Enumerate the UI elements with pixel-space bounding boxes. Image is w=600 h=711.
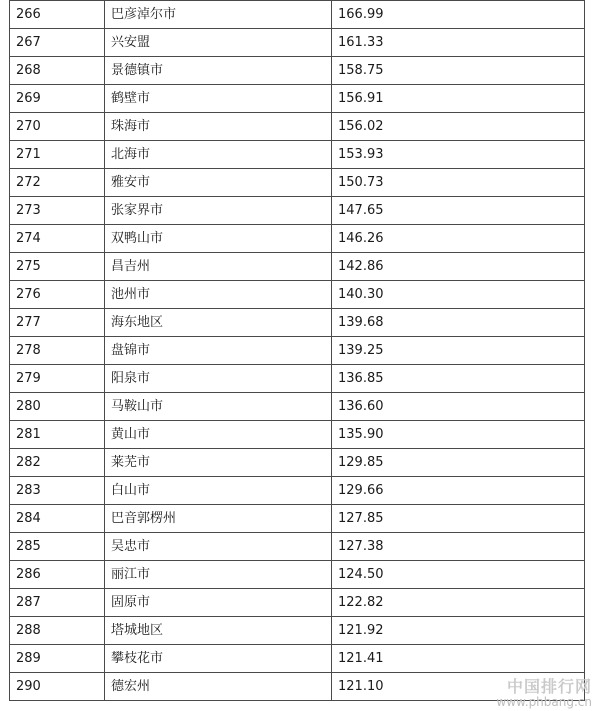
city-cell: 丽江市 bbox=[105, 561, 332, 589]
table-row bbox=[10, 197, 585, 225]
table-row bbox=[10, 281, 585, 309]
table-row bbox=[10, 421, 585, 449]
city-cell: 塔城地区 bbox=[105, 617, 332, 645]
city-cell: 海东地区 bbox=[105, 309, 332, 337]
city-cell: 白山市 bbox=[105, 477, 332, 505]
city-cell: 阳泉市 bbox=[105, 365, 332, 393]
value-cell: 139.25 bbox=[332, 337, 585, 365]
table-row bbox=[10, 589, 585, 617]
city-cell: 池州市 bbox=[105, 281, 332, 309]
table-row bbox=[10, 253, 585, 281]
city-cell: 吴忠市 bbox=[105, 533, 332, 561]
value-cell: 127.38 bbox=[332, 533, 585, 561]
city-cell: 昌吉州 bbox=[105, 253, 332, 281]
city-cell: 巴音郭楞州 bbox=[105, 505, 332, 533]
table-row bbox=[10, 477, 585, 505]
ranking-table bbox=[9, 0, 585, 701]
value-cell: 129.85 bbox=[332, 449, 585, 477]
value-cell: 161.33 bbox=[332, 29, 585, 57]
value-cell: 156.02 bbox=[332, 113, 585, 141]
rank-cell: 276 bbox=[10, 281, 105, 309]
city-cell: 兴安盟 bbox=[105, 29, 332, 57]
table-row bbox=[10, 505, 585, 533]
watermark-url: www.phbang.cn bbox=[496, 695, 592, 709]
rank-cell: 286 bbox=[10, 561, 105, 589]
rank-cell: 285 bbox=[10, 533, 105, 561]
rank-cell: 281 bbox=[10, 421, 105, 449]
city-cell: 巴彦淖尔市 bbox=[105, 1, 332, 29]
table-row bbox=[10, 113, 585, 141]
city-cell: 鹤壁市 bbox=[105, 85, 332, 113]
city-cell: 雅安市 bbox=[105, 169, 332, 197]
value-cell: 156.91 bbox=[332, 85, 585, 113]
table-row bbox=[10, 617, 585, 645]
value-cell: 121.41 bbox=[332, 645, 585, 673]
rank-cell: 287 bbox=[10, 589, 105, 617]
table-row bbox=[10, 533, 585, 561]
rank-cell: 278 bbox=[10, 337, 105, 365]
value-cell: 129.66 bbox=[332, 477, 585, 505]
table-row bbox=[10, 645, 585, 673]
rank-cell: 277 bbox=[10, 309, 105, 337]
city-cell: 固原市 bbox=[105, 589, 332, 617]
table-row bbox=[10, 85, 585, 113]
rank-cell: 283 bbox=[10, 477, 105, 505]
table-row bbox=[10, 225, 585, 253]
ranking-table-body bbox=[10, 1, 585, 701]
value-cell: 153.93 bbox=[332, 141, 585, 169]
value-cell: 122.82 bbox=[332, 589, 585, 617]
rank-cell: 282 bbox=[10, 449, 105, 477]
city-cell: 盘锦市 bbox=[105, 337, 332, 365]
rank-cell: 272 bbox=[10, 169, 105, 197]
value-cell: 140.30 bbox=[332, 281, 585, 309]
city-cell: 景德镇市 bbox=[105, 57, 332, 85]
rank-cell: 280 bbox=[10, 393, 105, 421]
rank-cell: 279 bbox=[10, 365, 105, 393]
value-cell: 146.26 bbox=[332, 225, 585, 253]
rank-cell: 268 bbox=[10, 57, 105, 85]
table-row bbox=[10, 449, 585, 477]
city-cell: 张家界市 bbox=[105, 197, 332, 225]
city-cell: 黄山市 bbox=[105, 421, 332, 449]
city-cell: 双鸭山市 bbox=[105, 225, 332, 253]
table-row bbox=[10, 169, 585, 197]
city-cell: 马鞍山市 bbox=[105, 393, 332, 421]
table-row bbox=[10, 1, 585, 29]
rank-cell: 270 bbox=[10, 113, 105, 141]
rank-cell: 269 bbox=[10, 85, 105, 113]
value-cell: 166.99 bbox=[332, 1, 585, 29]
table-row bbox=[10, 29, 585, 57]
value-cell: 150.73 bbox=[332, 169, 585, 197]
value-cell: 121.92 bbox=[332, 617, 585, 645]
value-cell: 147.65 bbox=[332, 197, 585, 225]
watermark-brand: 中国排行网 bbox=[506, 677, 592, 696]
rank-cell: 289 bbox=[10, 645, 105, 673]
rank-cell: 266 bbox=[10, 1, 105, 29]
table-row bbox=[10, 57, 585, 85]
value-cell: 127.85 bbox=[332, 505, 585, 533]
rank-cell: 275 bbox=[10, 253, 105, 281]
city-cell: 攀枝花市 bbox=[105, 645, 332, 673]
rank-cell: 284 bbox=[10, 505, 105, 533]
city-cell: 北海市 bbox=[105, 141, 332, 169]
rank-cell: 267 bbox=[10, 29, 105, 57]
value-cell: 121.10 bbox=[332, 673, 585, 701]
table-row bbox=[10, 309, 585, 337]
city-cell: 珠海市 bbox=[105, 113, 332, 141]
rank-cell: 271 bbox=[10, 141, 105, 169]
value-cell: 142.86 bbox=[332, 253, 585, 281]
table-row bbox=[10, 141, 585, 169]
value-cell: 124.50 bbox=[332, 561, 585, 589]
value-cell: 136.85 bbox=[332, 365, 585, 393]
value-cell: 136.60 bbox=[332, 393, 585, 421]
city-cell: 莱芜市 bbox=[105, 449, 332, 477]
rank-cell: 288 bbox=[10, 617, 105, 645]
table-row bbox=[10, 393, 585, 421]
ranking-table-container bbox=[9, 0, 581, 701]
table-row bbox=[10, 337, 585, 365]
watermark bbox=[496, 679, 592, 708]
rank-cell: 273 bbox=[10, 197, 105, 225]
rank-cell: 290 bbox=[10, 673, 105, 701]
city-cell: 德宏州 bbox=[105, 673, 332, 701]
table-row bbox=[10, 561, 585, 589]
rank-cell: 274 bbox=[10, 225, 105, 253]
value-cell: 139.68 bbox=[332, 309, 585, 337]
value-cell: 158.75 bbox=[332, 57, 585, 85]
value-cell: 135.90 bbox=[332, 421, 585, 449]
table-row bbox=[10, 365, 585, 393]
